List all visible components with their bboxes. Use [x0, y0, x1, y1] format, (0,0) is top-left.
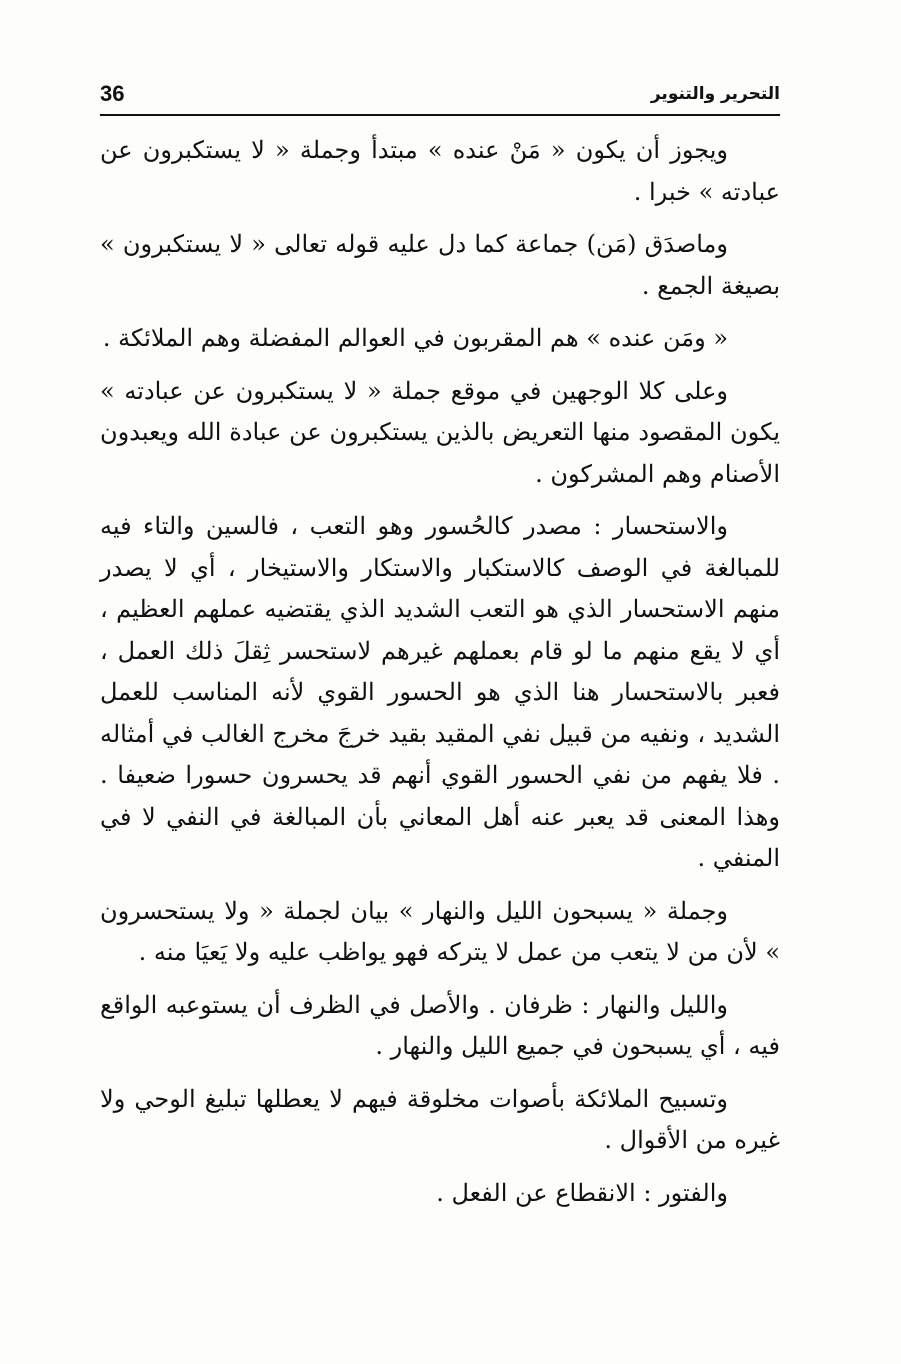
- running-title: التحرير والتنوير: [650, 84, 780, 104]
- paragraph-7: والليل والنهار : ظرفان . والأصل في الظرف أن يستوعبه الواقع فيه ، أي يسبحون في جميع الليل والنهار .: [100, 990, 780, 1060]
- paragraph-8: وتسبيح الملائكة بأصوات مخلوقة فيهم لا يعطلها تبليغ الوحي ولا غيره من الأقوال .: [100, 1084, 780, 1154]
- page-header: [100, 78, 780, 114]
- paragraph-4: وعلى كلا الوجهين في موقع جملة « لا يستكبرون عن عبادته » يكون المقصود منها التعريض بالذين يستكبرون عن عبادة الله ويعبدون الأصنام وهم المشركون .: [100, 376, 780, 488]
- page-number: 36: [100, 81, 125, 106]
- paragraph-3: « ومَن عنده » هم المقربون في العوالم المفضلة وهم الملائكة .: [102, 324, 728, 352]
- paragraph-2: وماصدَق (مَن) جماعة كما دل عليه قوله تعالى « لا يستكبرون » بصيغة الجمع .: [100, 230, 780, 300]
- paragraph-9: والفتور : الانقطاع عن الفعل .: [436, 1178, 728, 1207]
- header-divider: [100, 114, 780, 116]
- paragraph-1: ويجوز أن يكون « مَنْ عنده » مبتدأ وجملة « لا يستكبرون عن عبادته » خبرا .: [100, 136, 780, 206]
- paragraph-5: والاستحسار : مصدر كالحُسور وهو التعب ، فالسين والتاء فيه للمبالغة في الوصف كالاستكبار والاستكار والاستيخار ، أي لا يصدر منهم الاستحسار الذي هو التعب الشديد الذي يقتضيه عملهم العظيم ، أي لا يقع منهم ما لو قام بعملهم غيرهم لاستحسر ثِقلَ ذلك العمل ، فعبر بالاستحسار هنا الذي هو الحسور القوي لأنه المناسب للعمل الشديد ، ونفيه من قبيل نفي المقيد بقيد خرجَ مخرج الغالب في أمثاله . فلا يفهم من نفي الحسور القوي أنهم قد يحسرون حسورا ضعيفا . وهذا المعنى قد يعبر عنه أهل المعاني بأن المبالغة في النفي لا في المنفي .: [100, 512, 780, 872]
- paragraph-6: وجملة « يسبحون الليل والنهار » بيان لجملة « ولا يستحسرون » لأن من لا يتعب من عمل لا يتركه فهو يواظب عليه ولا يَعيَا منه .: [100, 896, 780, 966]
- page-body: [100, 130, 780, 1225]
